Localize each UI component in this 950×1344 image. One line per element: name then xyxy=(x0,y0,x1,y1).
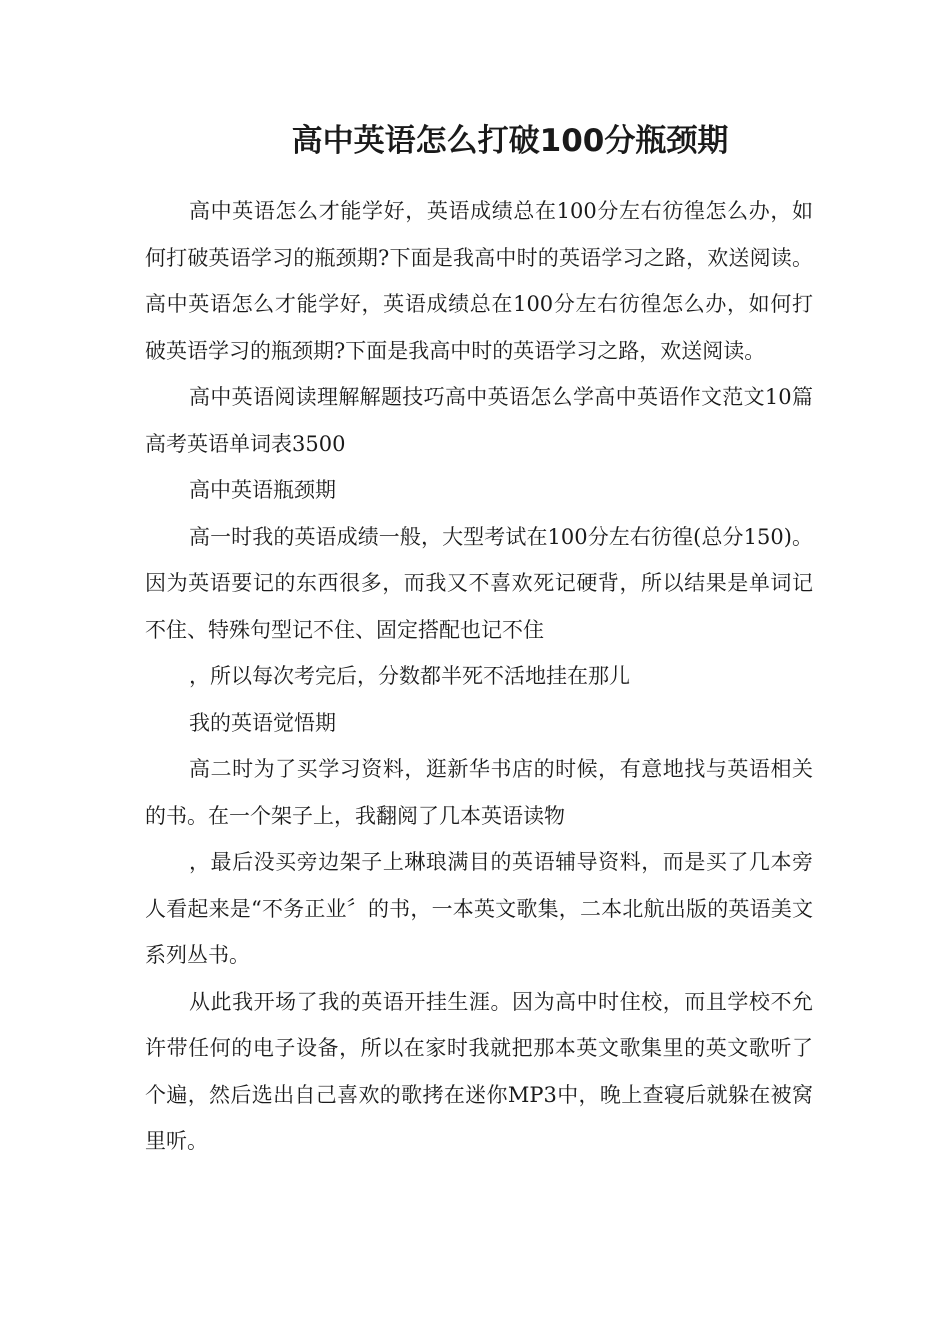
section-heading-awakening: 我的英语觉悟期 xyxy=(189,710,336,735)
section-heading-bottleneck: 高中英语瓶颈期 xyxy=(189,478,336,502)
paragraph-intro: 高中英语怎么才能学好，英语成绩总在100分左右彷徨怎么办，如何打破英语学习的瓶颈期?下面是我高中时的英语学习之路，欢送阅读。高中英语怎么才能学好，英语成绩总在100分左右彷徨怎么办，如何打破英语学习的瓶颈期?下面是我高中时的英语学习之路，欢送阅读。 xyxy=(145,199,813,363)
document-title: 高中英语怎么打破100分瓶颈期 xyxy=(291,123,729,159)
paragraph-grade-one: 高一时我的英语成绩一般，大型考试在100分左右彷徨(总分150)。因为英语要记的东西很多，而我又不喜欢死记硬背，所以结果是单词记不住、特殊句型记不住、固定搭配也记不住 xyxy=(145,524,813,642)
paragraph-related-links: 高中英语阅读理解解题技巧高中英语怎么学高中英语作文范文10篇高考英语单词表3500 xyxy=(145,385,813,456)
document-body xyxy=(145,188,813,1165)
paragraph-english-songs: 从此我开场了我的英语开挂生涯。因为高中时住校，而且学校不允许带任何的电子设备，所以在家时我就把那本英文歌集里的英文歌听了个遍，然后选出自己喜欢的歌拷在迷你MP3中，晚上查寝后就躲在被窝里听。 xyxy=(145,989,813,1153)
paragraph-bookstore: 高二时为了买学习资料，逛新华书店的时候，有意地找与英语相关的书。在一个架子上，我翻阅了几本英语读物 xyxy=(145,757,813,828)
paragraph-books-bought: ，最后没买旁边架子上琳琅满目的英语辅导资料，而是买了几本旁人看起来是“不务正业〞的书，一本英文歌集，二本北航出版的英语美文系列丛书。 xyxy=(145,850,813,967)
paragraph-scores: ，所以每次考完后，分数都半死不活地挂在那儿 xyxy=(189,664,630,688)
